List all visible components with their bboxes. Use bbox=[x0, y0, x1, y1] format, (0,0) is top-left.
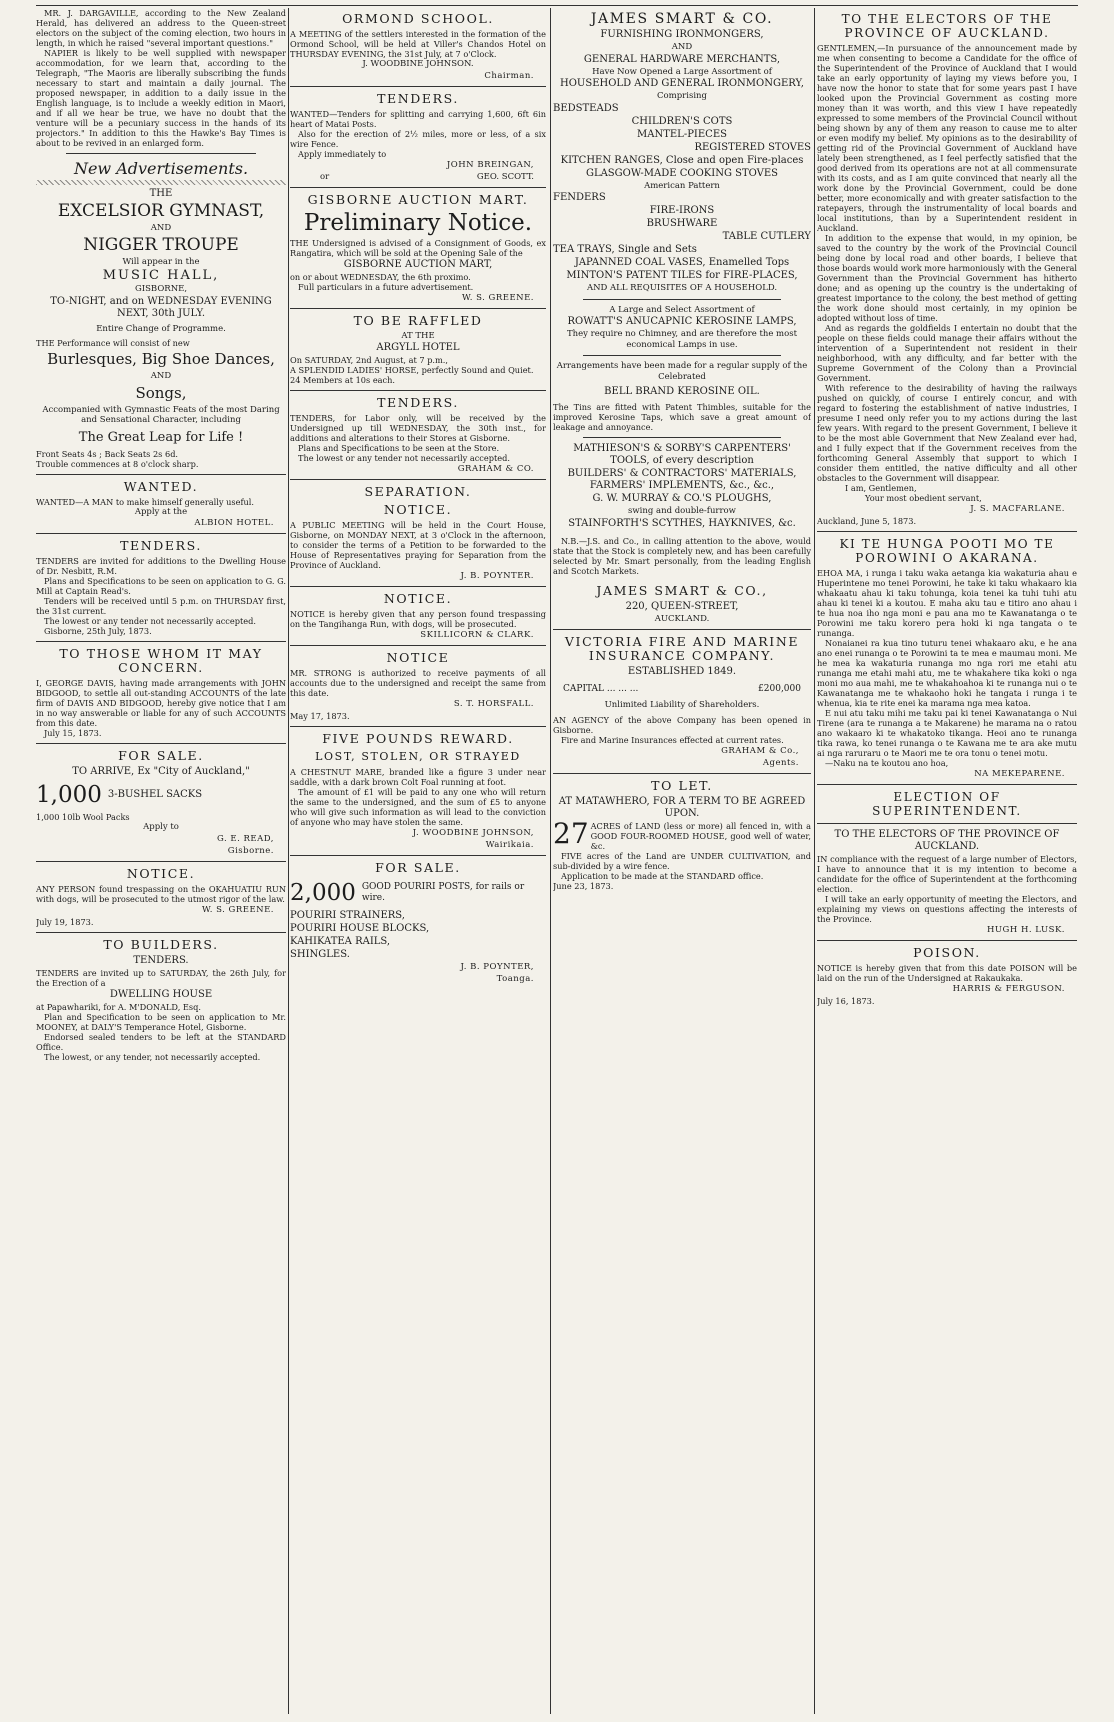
divider bbox=[36, 641, 286, 642]
ad-role: Chairman. bbox=[484, 70, 534, 81]
poison-ad bbox=[817, 946, 1077, 1006]
ad-text: Have Now Opened a Large Assortment of bbox=[592, 66, 772, 77]
ad-item: POURIRI STRAINERS, bbox=[290, 910, 405, 921]
electors-letter bbox=[817, 12, 1077, 526]
list-item: CHILDREN'S COTS bbox=[631, 115, 733, 127]
ad-text: Tenders will be received until 5 p.m. on THURSDAY first, the 31st current. bbox=[36, 596, 286, 616]
ad-heading: GISBORNE AUCTION MART. bbox=[307, 191, 529, 207]
ad-title: EXCELSIOR GYMNAST, bbox=[57, 201, 265, 221]
ad-text: MATHIESON'S & SORBY'S CARPENTERS' TOOLS, of every description bbox=[573, 443, 791, 466]
ad-date: Auckland, June 5, 1873. bbox=[817, 516, 917, 526]
ad-text: Also for the erection of 2½ miles, more or less, of a six wire Fence. bbox=[290, 128, 546, 149]
ad-heading: TENDERS. bbox=[120, 538, 202, 553]
ad-text: AT THE bbox=[401, 330, 435, 341]
tenders-ad bbox=[36, 539, 286, 636]
notice-ad bbox=[36, 867, 286, 927]
letter-closing: I am, Gentlemen, bbox=[845, 483, 917, 493]
ad-text: or bbox=[320, 171, 330, 182]
ad-text: on or about WEDNESDAY, the 6th proximo. bbox=[290, 271, 471, 282]
ad-text: Full particulars in a future advertisement. bbox=[298, 281, 474, 292]
election-ad bbox=[817, 790, 1077, 935]
ad-item: SHINGLES. bbox=[290, 949, 350, 960]
ad-text: I will take an early opportunity of meeting the Electors, and explaining my views on questions affecting the interests of the Province. bbox=[817, 894, 1077, 924]
divider bbox=[583, 355, 781, 356]
ad-heading: JAMES SMART & CO. bbox=[590, 11, 774, 27]
letter-paragraph: With reference to the desirability of having the railways pushed on quickly, of course I entirely concur, and with regard to fostering the establishment of native industries, I presume I need only refer you to my actions during the last few years. With regard to the present Government, I believe it to be the most able Government that New Zealand ever had, and I fully expect that if the Government receives from the forthcoming General Assembly that support to which I consider them entitled, the native difficulty and all other obstacles to the Government will disappear. bbox=[817, 383, 1077, 483]
notice-ad bbox=[290, 651, 546, 721]
ad-signature: GRAHAM & CO. bbox=[457, 464, 534, 474]
ad-date: On SATURDAY, 2nd August, at 7 p.m., bbox=[290, 355, 449, 365]
ad-heading: VICTORIA FIRE AND MARINE INSURANCE COMPANY. bbox=[564, 634, 800, 663]
divider bbox=[290, 187, 546, 188]
ad-text: BELL BRAND KEROSINE OIL. bbox=[604, 386, 760, 397]
column-rule bbox=[288, 8, 289, 1714]
ad-text: GENERAL HARDWARE MERCHANTS, bbox=[583, 53, 781, 65]
victoria-ad bbox=[553, 635, 811, 768]
ad-text: Will appear in the bbox=[122, 256, 200, 267]
divider bbox=[583, 299, 781, 300]
ad-date: July 15, 1873. bbox=[44, 728, 102, 738]
ad-text: IN compliance with the request of a large number of Electors, I have to announce that it is my intention to become a candidate for the office of Superintendent at the forthcoming election. bbox=[817, 854, 1077, 894]
tenders-ad bbox=[290, 396, 546, 474]
divider bbox=[290, 586, 546, 587]
letter-paragraph: In addition to the expense that would, in my opinion, be saved to the country by the work of the Provincial Council being done by local road and other boards, I believe that those boards would work more harmoniously with the General Government than the Provincial Government has hitherto done; and as opening up the country is the undertaking of greatest importance to the colony, the best method of getting the work done should most certainly, in my opinion be adopted without loss of time. bbox=[817, 233, 1077, 323]
list-item: KITCHEN RANGES, Close and open Fire-places bbox=[560, 154, 804, 166]
ad-text: at Papawhariki, for A. M'DONALD, Esq. bbox=[36, 1001, 201, 1012]
ad-text: Unlimited Liability of Shareholders. bbox=[604, 700, 760, 710]
ad-signature: NA MEKEPARENE. bbox=[974, 769, 1065, 779]
column-3 bbox=[553, 8, 811, 1714]
ad-text: FIVE acres of the Land are UNDER CULTIVATION, and sub-divided by a wire fence. bbox=[553, 850, 811, 871]
ad-text: TO ARRIVE, Ex "City of Auckland," bbox=[72, 766, 250, 777]
ad-text: Accompanied with Gymnastic Feats of the most Daring and Sensational Character, including bbox=[42, 404, 280, 425]
separation-ad bbox=[290, 485, 546, 581]
list-item: BRUSHWARE bbox=[646, 218, 718, 229]
ad-text: DWELLING HOUSE bbox=[109, 988, 213, 1000]
ad-text: ACRES of LAND (less or more) all fenced in, with a GOOD FOUR-ROOMED HOUSE, good well of water, &c. bbox=[590, 820, 811, 851]
for-sale-ad bbox=[36, 749, 286, 856]
ad-date: July 16, 1873. bbox=[817, 996, 875, 1006]
letter-paragraph: EHOA MA, i runga i taku waka aetanga kia wakaturia ahau e Huperintene mo tenei Porowini, he take ki taku whakaaro kia whakaatu ahau ki taku tohunga, koia tenei ka tuhi tuhi atu ahau ki tenei ki a koutou. E maha aku tau e titiro ano ahau i te hua noa iho nga moni e pau ana mo te Kawanatanga o te Porowini me taku korero pera hoki ki nga tangata o te runanga. bbox=[817, 568, 1077, 638]
ad-heading: NOTICE. bbox=[383, 591, 453, 606]
ad-signature: J. B. POYNTER, bbox=[460, 962, 534, 972]
ad-text: Comprising bbox=[657, 91, 707, 101]
ad-heading: ORMOND SCHOOL. bbox=[342, 11, 494, 26]
ad-city: AUCKLAND. bbox=[654, 613, 710, 624]
divider bbox=[583, 437, 781, 438]
ad-text: STAINFORTH'S SCYTHES, HAYKNIVES, &c. bbox=[568, 517, 796, 529]
ad-text: ESTABLISHED 1849. bbox=[627, 666, 737, 677]
concern-ad bbox=[36, 647, 286, 738]
ad-date: June 23, 1873. bbox=[553, 880, 614, 891]
ad-text: ROWATT'S ANUCAPNIC KEROSINE LAMPS, bbox=[567, 316, 797, 327]
divider bbox=[290, 308, 546, 309]
wanted-ad bbox=[36, 480, 286, 529]
ad-text: A CHESTNUT MARE, branded like a figure 3 under near saddle, with a dark brown Colt Foal running at foot. bbox=[290, 767, 546, 787]
ad-title: NIGGER TROUPE bbox=[83, 234, 239, 255]
ad-text: 3-BUSHEL SACKS bbox=[107, 789, 203, 800]
divider bbox=[290, 726, 546, 727]
ad-text: 1,000 10lb Wool Packs bbox=[36, 812, 130, 822]
ad-text: A PUBLIC MEETING will be held in the Court House, Gisborne, on MONDAY NEXT, at 3 o'Clock in the afternoon, to consider the terms of a Petition to be forwarded to the House of Representatives praying for Separation from the Province of Auckland. bbox=[290, 520, 546, 570]
list-item: GLASGOW-MADE COOKING STOVES bbox=[585, 167, 779, 179]
ad-venue: MUSIC HALL, bbox=[102, 268, 220, 283]
ad-heading: SEPARATION. bbox=[364, 484, 472, 499]
ad-text: A MEETING of the settlers interested in the formation of the Ormond School, will be held at Viller's Chandos Hotel on THURSDAY EVENING, the 31st July, at 7 o'Clock. bbox=[290, 29, 546, 59]
letter-paragraph: E nui atu taku mihi me taku pai ki tenei Kawanatanga o Nui Tirene (ara te runanga a te Makarene) he marama na o ratou ano wakaaro ki te whakatoko tikanga. Heoi ano te runanga tika rawa, ko tenei runanga o te Kawana me te ara ake mutu ai nga raruraru o te Maori me te ora tonu o tenei motu. bbox=[817, 708, 1077, 758]
ad-text: 24 Members at 10s each. bbox=[290, 375, 396, 385]
column-1 bbox=[36, 8, 286, 1714]
ad-heading: FOR SALE. bbox=[375, 860, 461, 875]
ad-text: HOUSEHOLD AND GENERAL IRONMONGERY, bbox=[560, 78, 804, 89]
divider bbox=[36, 861, 286, 862]
ad-heading: TO THE ELECTORS OF THE PROVINCE OF AUCKLAND. bbox=[841, 12, 1053, 40]
ad-date: Gisborne, 25th July, 1873. bbox=[44, 626, 152, 636]
raffle-ad bbox=[290, 314, 546, 386]
capital-value: £200,000 bbox=[758, 684, 801, 694]
ad-heading: NOTICE. bbox=[126, 865, 196, 881]
ad-signature: GEO. SCOTT. bbox=[476, 171, 534, 182]
ad-text: The lowest or any tender not necessarily accepted. bbox=[298, 453, 510, 463]
ad-text: TENDERS, for Labor only, will be received by the Undersigned up till WEDNESDAY, the 30th inst., for additions and alterations to their Stores at Gisborne. bbox=[290, 413, 546, 443]
ad-signature: SKILLICORN & CLARK. bbox=[420, 630, 534, 640]
list-item: American Pattern bbox=[644, 180, 720, 191]
letter-closing: Your most obedient servant, bbox=[865, 493, 982, 503]
ad-signature: HARRIS & FERGUSON. bbox=[952, 984, 1065, 994]
ad-text: FURNISHING IRONMONGERS, bbox=[600, 29, 764, 40]
ad-text: GISBORNE AUCTION MART, bbox=[343, 258, 493, 270]
ad-text: Plan and Specification to be seen on application to Mr. MOONEY, at DALY'S Temperance Hotel, Gisborne. bbox=[36, 1011, 286, 1032]
to-let-ad bbox=[553, 779, 811, 891]
ad-title: Preliminary Notice. bbox=[303, 209, 533, 236]
ad-heading: TENDERS. bbox=[377, 395, 459, 410]
ad-text: Entire Change of Programme. bbox=[96, 323, 226, 334]
ad-text: Trouble commences at 8 o'clock sharp. bbox=[36, 458, 199, 469]
ad-text: GOOD POURIRI POSTS, for rails or wire. bbox=[361, 882, 525, 903]
column-rule bbox=[814, 8, 815, 1714]
ad-text: Plans and Specifications to be seen at the Store. bbox=[298, 443, 500, 453]
ad-heading: TO THOSE WHOM IT MAY CONCERN. bbox=[59, 646, 263, 675]
ad-heading: TO LET. bbox=[651, 777, 713, 793]
divider bbox=[290, 855, 546, 856]
ad-text: Fire and Marine Insurances effected at current rates. bbox=[561, 734, 784, 745]
list-item: REGISTERED STOVES bbox=[694, 141, 811, 153]
smart-ad bbox=[553, 12, 811, 624]
divider bbox=[36, 932, 286, 933]
ad-heading: FIVE POUNDS REWARD. bbox=[322, 731, 514, 746]
ad-text: Plans and Specifications to be seen on application to G. G. Mill at Captain Read's. bbox=[36, 576, 286, 596]
ad-text: Apply to bbox=[143, 822, 179, 832]
ad-text: ARGYLL HOTEL bbox=[376, 342, 460, 353]
ad-signature: GRAHAM & Co., bbox=[721, 745, 799, 756]
ad-text: The lowest, or any tender, not necessarily accepted. bbox=[44, 1051, 261, 1062]
list-item: FIRE-IRONS bbox=[649, 205, 715, 216]
ad-address: 220, QUEEN-STREET, bbox=[625, 600, 739, 612]
divider bbox=[36, 533, 286, 534]
ad-item: POURIRI HOUSE BLOCKS, bbox=[290, 923, 430, 934]
list-item: FENDERS bbox=[553, 192, 606, 203]
ad-text: G. W. MURRAY & CO.'S PLOUGHS, bbox=[592, 493, 772, 504]
ad-text: A Large and Select Assortment of bbox=[609, 304, 755, 315]
for-sale-ad bbox=[290, 861, 546, 984]
list-item: JAPANNED COAL VASES, Enamelled Tops bbox=[574, 257, 790, 268]
ad-signature: JAMES SMART & CO., bbox=[596, 582, 768, 598]
ad-text: Apply immediately to bbox=[298, 148, 387, 159]
ad-signature: JOHN BREINGAN, bbox=[446, 159, 534, 170]
ad-text: I, GEORGE DAVIS, having made arrangements with JOHN BIDGOOD, to settle all out-standing ACCOUNTS of the late firm of DAVIS AND BIDGOOD, hereby give notice that I am in no way answerable or liable for any of such ACCOUNTS from this date. bbox=[36, 678, 286, 728]
ad-text: Front Seats 4s ; Back Seats 2s 6d. bbox=[36, 448, 179, 459]
ad-text: MR. STRONG is authorized to receive payments of all accounts due to the undersigned and receipt the same from this date. bbox=[290, 668, 546, 698]
ad-text: WANTED—A MAN to make himself generally useful. bbox=[36, 496, 254, 507]
ad-subheading: NOTICE. bbox=[383, 502, 453, 517]
ad-text: TENDERS are invited for additions to the Dwelling House of Dr. Nesbitt, R.M. bbox=[36, 556, 286, 576]
ad-text: THE Undersigned is advised of a Consignment of Goods, ex Rangatira, which will be sold at the Opening Sale of the bbox=[290, 237, 546, 258]
divider bbox=[66, 153, 256, 154]
ad-text: AN AGENCY of the above Company has been opened in Gisborne. bbox=[553, 714, 811, 735]
ad-signature: HUGH H. LUSK. bbox=[986, 925, 1065, 935]
ad-text: Application to be made at the STANDARD office. bbox=[561, 870, 764, 881]
ad-title: The Great Leap for Life ! bbox=[78, 429, 244, 445]
list-item: MINTON'S PATENT TILES for FIRE-PLACES, bbox=[566, 270, 798, 281]
letter-paragraph: And as regards the goldfields I entertain no doubt that the people on these fields could manage their affairs without the intervention of a Superintendent not resident in their neighborhood, with any difficulty, and far better with the Supreme Government of the Colony than a Provincial Government. bbox=[817, 323, 1077, 383]
ad-heading: KI TE HUNGA POOTI MO TE POROWINI O AKARANA. bbox=[839, 537, 1055, 565]
ormond-ad bbox=[290, 12, 546, 81]
list-item: MANTEL-PIECES bbox=[637, 128, 727, 140]
news-paragraph: NAPIER is likely to be well supplied with newspaper accommodation, for we learn that, according to the Telegraph, "The Maoris are liberally subscribing the funds necessary to start and maintain a daily journal. The proposed newspaper, in addition to a daily issue in the English language, is to include a weekly edition in Maori, and if all we hear be true, we have no doubt that the venture will be a pecuniary success in the hands of its projectors." In addition to this the Hawke's Bay Times is about to be revived in an enlarged form. bbox=[36, 48, 286, 148]
ad-signature: G. E. READ, bbox=[217, 833, 274, 844]
column-2 bbox=[290, 8, 546, 1714]
ad-heading: TO BUILDERS. bbox=[103, 936, 219, 952]
ad-heading: POISON. bbox=[913, 945, 981, 960]
ad-text: ANY PERSON found trespassing on the OKAHUATIU RUN with dogs, will be prosecuted to the utmost rigor of the law. bbox=[36, 883, 286, 904]
divider bbox=[290, 86, 546, 87]
list-item: AND ALL REQUISITES OF A HOUSEHOLD. bbox=[586, 283, 778, 293]
ad-text: THE Performance will consist of new bbox=[36, 338, 190, 348]
top-rule bbox=[36, 5, 1078, 6]
ad-text: Arrangements have been made for a regular supply of the Celebrated bbox=[556, 361, 808, 382]
ad-place: Gisborne. bbox=[227, 845, 274, 856]
ad-heading: TO BE RAFFLED bbox=[353, 312, 483, 328]
column-rule bbox=[550, 8, 551, 1714]
divider bbox=[290, 390, 546, 391]
ornamental-rule bbox=[36, 180, 286, 185]
notice-ad bbox=[290, 592, 546, 640]
ad-heading: FOR SALE. bbox=[118, 748, 204, 763]
ad-text: AND bbox=[150, 223, 172, 233]
ad-title: Songs, bbox=[135, 383, 187, 402]
builders-ad bbox=[36, 938, 286, 1062]
ad-quantity: 27 bbox=[553, 816, 589, 850]
gymnast-ad bbox=[36, 188, 286, 469]
divider bbox=[817, 531, 1077, 532]
ad-title: Burlesques, Big Shoe Dances, bbox=[47, 350, 275, 368]
maori-letter bbox=[817, 537, 1077, 779]
ad-subheading: LOST, STOLEN, OR STRAYED bbox=[315, 750, 521, 763]
ad-text: A SPLENDID LADIES' HORSE, perfectly Sound and Quiet. bbox=[290, 365, 534, 375]
divider bbox=[36, 474, 286, 475]
ad-subheading: TO THE ELECTORS OF THE PROVINCE OF AUCKLAND. bbox=[834, 829, 1060, 852]
ad-text: NOTICE is hereby given that from this date POISON will be laid on the run of the Undersigned at Rakaukaka. bbox=[817, 963, 1077, 983]
ad-signature: J. WOODBINE JOHNSON, bbox=[412, 828, 534, 838]
ad-text: AND bbox=[150, 371, 172, 381]
auction-ad bbox=[290, 193, 546, 303]
ad-date: July 19, 1873. bbox=[36, 916, 94, 927]
ad-signature: ALBION HOTEL. bbox=[194, 518, 274, 528]
ad-text: swing and double-furrow bbox=[628, 506, 736, 516]
divider bbox=[817, 784, 1077, 785]
ad-role: Agents. bbox=[762, 757, 799, 768]
ad-heading: TENDERS. bbox=[377, 90, 459, 106]
tenders-ad bbox=[290, 92, 546, 182]
ad-signature: W. S. GREENE. bbox=[461, 292, 534, 303]
ad-heading: WANTED. bbox=[123, 478, 199, 494]
ad-text: They require no Chimney, and are therefore the most economical Lamps in use. bbox=[566, 329, 798, 350]
column-4 bbox=[817, 8, 1077, 1714]
ad-date: May 17, 1873. bbox=[290, 711, 350, 721]
divider bbox=[290, 645, 546, 646]
divider bbox=[290, 479, 546, 480]
letter-closing: —Naku na te koutou ano hoa, bbox=[825, 758, 949, 768]
ad-text: BUILDERS' & CONTRACTORS' MATERIALS, FARMERS' IMPLEMENTS, &c., &c., bbox=[567, 468, 797, 491]
ad-signature: J. WOODBINE JOHNSON. bbox=[362, 59, 474, 69]
list-item: BEDSTEADS bbox=[553, 102, 619, 114]
divider bbox=[817, 823, 1077, 824]
ad-heading: NOTICE bbox=[386, 650, 450, 665]
ad-heading: ELECTION OF SUPERINTENDENT. bbox=[872, 790, 1022, 818]
divider bbox=[817, 940, 1077, 941]
section-title: New Advertisements. bbox=[73, 159, 249, 178]
ad-signature: S. T. HORSFALL. bbox=[453, 699, 534, 709]
letter-paragraph: Nonaianei ra kua tino tuturu tenei whakaaro aku, e he ana ano enei runanga o te Porowini ta te mea e maumau moni. Me he mea ka wakaturia runanga mo nga rori me etahi atu runanga me etahi mahi atu, me te whakahere tika koki o nga moni mo aua mahi, me te whakahoahoa ki te runanga nui o te Kawanatanga me te whakaoho hoki he tangata i runga i te whenua, kia te rite enei ka marama nga mea katoa. bbox=[817, 638, 1077, 708]
ad-text: The Tins are fitted with Patent Thimbles, suitable for the improved Kerosine Taps, which save a great amount of leakage and annoyance. bbox=[553, 402, 811, 432]
ad-text: GISBORNE, bbox=[134, 284, 188, 294]
ad-place: Toanga. bbox=[496, 974, 534, 984]
list-item: TEA TRAYS, Single and Sets bbox=[553, 244, 697, 255]
news-paragraph: MR. J. DARGAVILLE, according to the New Zealand Herald, has delivered an address to the Queen-street electors on the subject of the coming election, two hours in length, in which he raised "several important questions." bbox=[36, 8, 286, 48]
ad-text: N.B.—J.S. and Co., in calling attention to the above, would state that the Stock is completely new, and has been carefully selected by Mr. Smart personally, from the leading English and Scotch Markets. bbox=[553, 535, 811, 576]
divider bbox=[553, 773, 811, 774]
ad-text: The lowest or any tender not necessarily accepted. bbox=[44, 616, 256, 626]
ad-quantity: 2,000 bbox=[290, 880, 356, 906]
ad-signature: W. S. GREENE. bbox=[201, 904, 274, 915]
ad-text: Apply at the bbox=[134, 506, 188, 517]
reward-ad bbox=[290, 732, 546, 850]
ad-text: THE bbox=[149, 188, 173, 199]
letter-paragraph: GENTLEMEN,—In pursuance of the announcement made by me when consenting to become a Candidate for the office of the Superintendent of the Province of Auckland that I would take an early opportunity of laying my views before you, I have now the honor to state that for some years past I have looked upon the Provincial Government as costing more money than it was worth, and this view I have repeatedly expressed to some members of the Provincial Council without being shown by any of them any reason to cause me to alter or even modify my belief. My opinions as to the desirability of getting rid of the Provincial Government of Auckland have lately been strengthened, as I feel perfectly satisfied that the good derived from its operations are not at all commensurate with its costs, and as I am quite convinced that nearly all the work done by the Provincial Government, could be done better, more economically and with greater satisfaction to the ratepayers, through the instrumentality of local boards and local institutions, than by a Superintendent resident in Auckland. bbox=[817, 43, 1077, 233]
list-item: TABLE CUTLERY bbox=[722, 231, 811, 242]
ad-place: Wairikaia. bbox=[485, 840, 534, 850]
ad-text: WANTED—Tenders for splitting and carrying 1,600, 6ft 6in heart of Matai Posts. bbox=[290, 108, 546, 129]
ad-text: Endorsed sealed tenders to be left at the STANDARD Office. bbox=[36, 1031, 286, 1052]
ad-signature: J. S. MACFARLANE. bbox=[970, 504, 1065, 514]
ad-text: AND bbox=[671, 42, 693, 52]
divider bbox=[553, 629, 811, 630]
capital-label: CAPITAL ... ... ... bbox=[563, 684, 639, 694]
ad-item: KAHIKATEA RAILS, bbox=[290, 936, 391, 947]
ad-text: NOTICE is hereby given that any person found trespassing on the Tangihanga Run, with dogs, will be prosecuted. bbox=[290, 609, 546, 629]
ad-quantity: 1,000 bbox=[36, 782, 102, 808]
divider bbox=[36, 743, 286, 744]
ad-text: The amount of £1 will be paid to any one who will return the same to the undersigned, and the sum of £5 to anyone who will give such information as will lead to the conviction of anyone who may have stolen the same. bbox=[290, 787, 546, 827]
ad-subheading: TENDERS. bbox=[133, 954, 189, 966]
ad-date: TO-NIGHT, and on WEDNESDAY EVENING NEXT, 30th JULY. bbox=[50, 295, 272, 319]
ad-text: TENDERS are invited up to SATURDAY, the 26th July, for the Erection of a bbox=[36, 967, 286, 988]
ad-subheading: AT MATAWHERO, FOR A TERM TO BE AGREED UPON. bbox=[558, 795, 806, 819]
ad-signature: J. B. POYNTER. bbox=[460, 571, 534, 581]
